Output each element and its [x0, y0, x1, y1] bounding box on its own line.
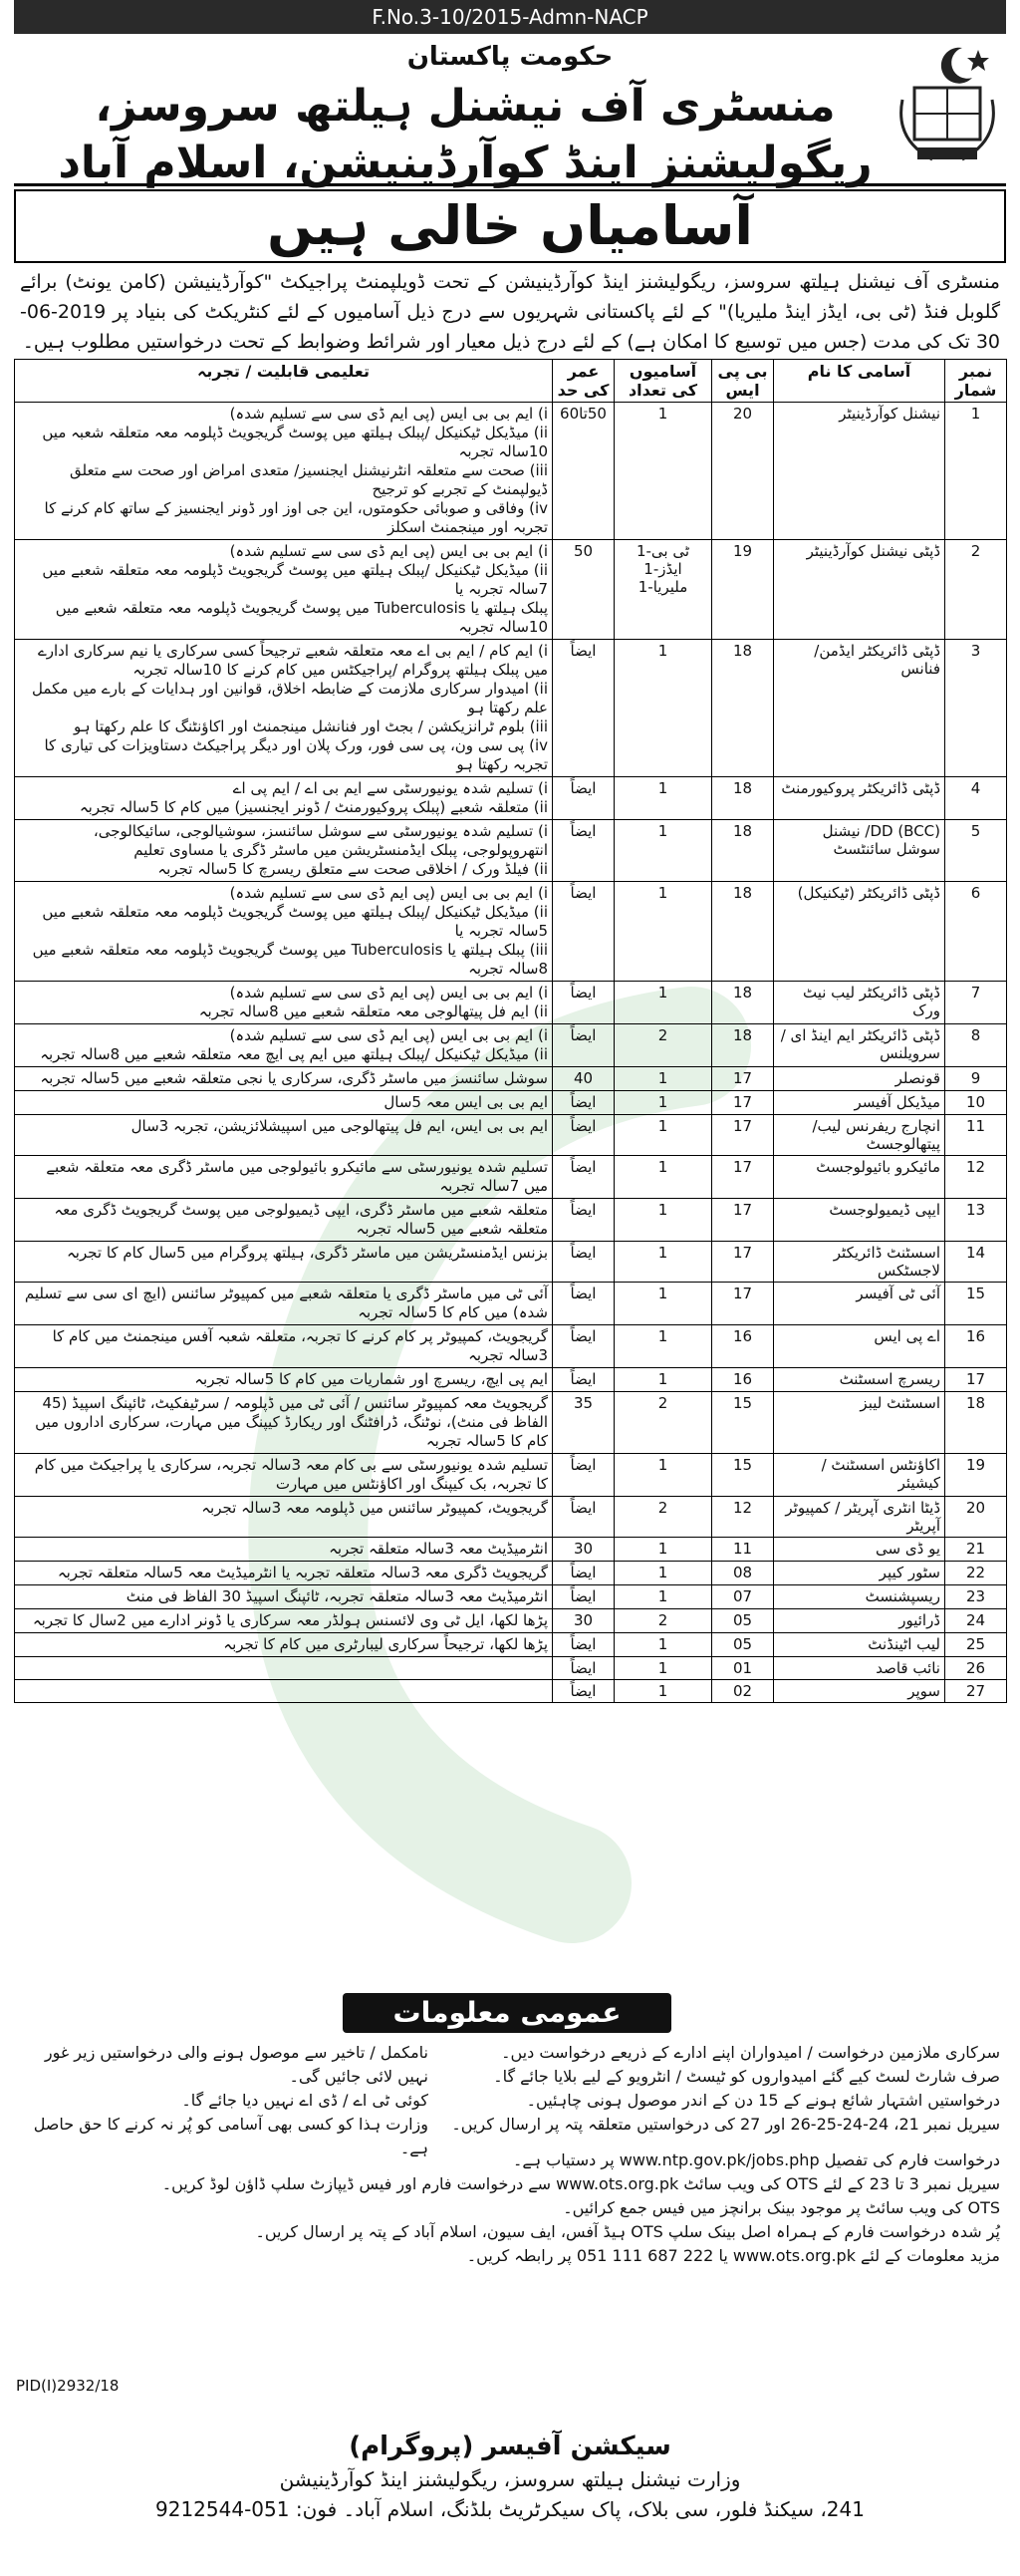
table-row [15, 1024, 1007, 1067]
table-row [15, 403, 1007, 540]
cell-bps: 01 [712, 1657, 774, 1680]
cell-sno: 15 [945, 1283, 1007, 1325]
qualification-line: iii) بلوم ٹرانزیکشن / بجٹ اور فنانشل مینجمنٹ اور اکاؤنٹنگ کا علم رکھتا ہو [73, 717, 548, 735]
info-item: کوئی ٹی اے / ڈی اے نہیں دیا جائے گا۔ [181, 2091, 428, 2110]
info-item: وزارت ہذا کو کسی بھی آسامی کو پُر نہ کرنے کا حق حاصل ہے۔ [33, 2115, 428, 2157]
cell-count: 1 [615, 1657, 712, 1680]
cell-qualification [15, 1199, 553, 1242]
cell-qualification [15, 1091, 553, 1115]
cell-qualification [15, 1067, 553, 1091]
cell-age: ایضاً [553, 1680, 615, 1703]
general-info-wide [24, 2148, 1000, 2268]
table-row [15, 1156, 1007, 1199]
cell-bps: 18 [712, 882, 774, 982]
table-row [15, 1538, 1007, 1562]
footer [14, 2432, 1006, 2571]
cell-sno: 16 [945, 1325, 1007, 1368]
cell-post: ڈرائیور [774, 1609, 945, 1633]
table-row [15, 1609, 1007, 1633]
cell-count: 1 [615, 1633, 712, 1657]
cell-bps: 07 [712, 1585, 774, 1609]
cell-sno: 2 [945, 540, 1007, 640]
qualification-line: سوشل سائنسز میں ماسٹر ڈگری، سرکاری یا نجی متعلقہ شعبے میں 5سالہ تجربہ [40, 1069, 548, 1087]
cell-age: ایضاً [553, 1325, 615, 1368]
cell-bps: 16 [712, 1368, 774, 1392]
cell-age: ایضاً [553, 1199, 615, 1242]
cell-count: 1 [615, 820, 712, 882]
cell-count: 1 [615, 1091, 712, 1115]
qualification-line: i) تسلیم شدہ یونیورسٹی سے ایم بی اے / ایم پی اے [232, 779, 548, 797]
header-qualification: تعلیمی قابلیت / تجربہ [15, 360, 553, 403]
qualification-line: تسلیم شدہ یونیورسٹی سے مائیکرو بائیولوجی میں ماسٹر ڈگری معہ متعلقہ شعبے میں 7سالہ تجربہ [46, 1158, 548, 1195]
header-age: عمر کی حد [553, 360, 615, 403]
table-row [15, 1392, 1007, 1454]
table-row [15, 1325, 1007, 1368]
qualification-line: iv) پی سی ون، پی سی فور، ورک پلان اور دیگر پراجیکٹ دستاویزات کی تیاری کا تجربہ رکھتا ہو [44, 736, 548, 773]
cell-post: مائیکرو بائیولوجسٹ [774, 1156, 945, 1199]
cell-post: ریسپشنسٹ [774, 1585, 945, 1609]
qualification-line: ایم پی ایچ، ریسرچ اور شماریات میں کام کا 5سالہ تجربہ [194, 1370, 548, 1388]
footer-ministry: وزارت نیشنل ہیلتھ سروسز، ریگولیشنز اینڈ کوآرڈینیشن [279, 2467, 741, 2491]
cell-sno: 13 [945, 1199, 1007, 1242]
cell-count: 1 [615, 882, 712, 982]
cell-count: 1 [615, 1680, 712, 1703]
cell-age: ایضاً [553, 777, 615, 820]
cell-post: ایپی ڈیمیولوجسٹ [774, 1199, 945, 1242]
qualification-line: i) ایم بی بی ایس (پی ایم ڈی سی سے تسلیم شدہ) [229, 542, 548, 560]
cell-post: ڈپٹی ڈائریکٹر (ٹیکنیکل) [774, 882, 945, 982]
table-row [15, 1283, 1007, 1325]
table-row [15, 1199, 1007, 1242]
table-row [15, 1633, 1007, 1657]
cell-sno: 19 [945, 1454, 1007, 1497]
cell-age: 50تا60 [553, 403, 615, 540]
qualification-line: تسلیم شدہ یونیورسٹی سے بی کام معہ 3سالہ تجربہ، سرکاری یا پراجیکٹ میں کام کا تجربہ، بک کیپنگ اور اکاؤنٹس میں مہارت [34, 1456, 548, 1493]
qualification-line: ii) ایم فل پیتھالوجی معہ متعلقہ شعبے میں 8سالہ تجربہ [198, 1002, 548, 1020]
cell-post: ڈپٹی ڈائریکٹر پروکیورمنٹ [774, 777, 945, 820]
cell-age: ایضاً [553, 820, 615, 882]
cell-count: 2 [615, 1609, 712, 1633]
cell-count: 1 [615, 982, 712, 1024]
cell-bps: 16 [712, 1325, 774, 1368]
cell-age: 40 [553, 1067, 615, 1091]
general-info-title: عمومی معلومات [343, 1993, 671, 2033]
cell-bps: 18 [712, 982, 774, 1024]
info-item: پُر شدہ درخواست فارم کے ہمراہ اصل بینک سلپ OTS ہیڈ آفس، ایف سیون، اسلام آباد کے پتہ پر ارسال کریں۔ [255, 2222, 1000, 2241]
table-row [15, 640, 1007, 777]
cell-bps: 17 [712, 1199, 774, 1242]
header [14, 34, 1006, 189]
cell-bps: 17 [712, 1156, 774, 1199]
cell-age: ایضاً [553, 982, 615, 1024]
table-row [15, 820, 1007, 882]
cell-bps: 08 [712, 1562, 774, 1585]
cell-count: 2 [615, 1024, 712, 1067]
cell-qualification [15, 1156, 553, 1199]
cell-sno: 8 [945, 1024, 1007, 1067]
cell-sno: 21 [945, 1538, 1007, 1562]
cell-post: آئی ٹی آفیسر [774, 1283, 945, 1325]
cell-post: انچارج ریفرنس لیب/پیتھالوجسٹ [774, 1115, 945, 1156]
pid-number: PID(I)2932/18 [16, 2377, 120, 2395]
advertisement-page [14, 0, 1006, 2576]
cell-post: ڈپٹی ڈائریکٹر ایڈمن/فنانس [774, 640, 945, 777]
cell-sno: 20 [945, 1497, 1007, 1538]
cell-bps: 15 [712, 1454, 774, 1497]
intro-paragraph: منسٹری آف نیشنل ہیلتھ سروسز، ریگولیشنز اینڈ کوآرڈینیشن کے تحت ڈویلپمنٹ پراجیکٹ "کوآرڈینیشن (کامن یونٹ) برائے گلوبل فنڈ (ٹی بی، ایڈز اینڈ ملیریا)" کے لئے پاکستانی شہریوں سے درج ذیل آسامیوں کے لئے کنٹریکٹ کی بنیاد پر 2019-06-30 تک کی مدت (جس میں توسیع کا امکان ہے) کے لئے درج ذیل معیار اور شرائط وضوابط کے تحت درخواستیں مطلوب ہیں۔ [20, 271, 1000, 353]
cell-count: 1 [615, 1585, 712, 1609]
cell-age: ایضاً [553, 640, 615, 777]
cell-count: 2 [615, 1392, 712, 1454]
cell-sno: 1 [945, 403, 1007, 540]
cell-age: ایضاً [553, 1585, 615, 1609]
qualification-line: گریجویٹ ڈگری معہ 3سالہ متعلقہ تجربہ یا انٹرمیڈیٹ معہ 5سالہ متعلقہ تجربہ [57, 1564, 548, 1581]
qualification-line: ایم بی بی ایس، ایم فل پیتھالوجی میں اسپیشلائزیشن، تجربہ 3سال [130, 1117, 548, 1135]
table-row [15, 1368, 1007, 1392]
info-item: درخواستیں اشتہار شائع ہونے کے 15 دن کے اندر موصول ہونی چاہئیں۔ [526, 2091, 1000, 2110]
qualification-line: ایم بی بی ایس معہ 5سال [383, 1093, 548, 1111]
cell-qualification [15, 403, 553, 540]
table-row [15, 777, 1007, 820]
table-row [15, 540, 1007, 640]
cell-count: 1 [615, 1242, 712, 1283]
cell-count: 1 [615, 1538, 712, 1562]
file-number: F.No.3-10/2015-Admn-NACP [14, 0, 1006, 34]
cell-count: 1 [615, 1562, 712, 1585]
cell-post: سوپر [774, 1680, 945, 1703]
cell-post: ڈپٹی نیشنل کوآرڈینیٹر [774, 540, 945, 640]
cell-sno: 25 [945, 1633, 1007, 1657]
qualification-line: ii) میڈیکل ٹیکنیکل /پبلک ہیلتھ میں پوسٹ گریجویٹ ڈپلومہ معہ متعلقہ شعبے میں 7سالہ تجربہ یا [42, 561, 548, 598]
table-header-row [15, 360, 1007, 403]
cell-bps: 17 [712, 1115, 774, 1156]
cell-age: ایضاً [553, 1115, 615, 1156]
cell-qualification [15, 982, 553, 1024]
cell-post: لیب اٹینڈنٹ [774, 1633, 945, 1657]
cell-post: قونصلر [774, 1067, 945, 1091]
qualification-line: ii) فیلڈ ورک / اخلاقی صحت سے متعلق ریسرچ کا 5سالہ تجربہ [157, 860, 548, 878]
vacancies-table [14, 359, 1007, 1703]
qualification-line: ii) میڈیکل ٹیکنیکل /پبلک ہیلتھ میں پوسٹ گریجویٹ ڈپلومہ معہ متعلقہ شعبے میں 5سالہ تجربہ یا [42, 903, 548, 940]
ministry-title: منسٹری آف نیشنل ہیلتھ سروسز، ریگولیشنز اینڈ کوآرڈینیشن، اسلام آباد [58, 81, 873, 189]
cell-bps: 18 [712, 820, 774, 882]
qualification-line: i) ایم بی بی ایس (پی ایم ڈی سی سے تسلیم شدہ) [229, 884, 548, 902]
qualification-line: i) ایم بی بی ایس (پی ایم ڈی سی سے تسلیم شدہ) [229, 405, 548, 423]
cell-age: ایضاً [553, 882, 615, 982]
cell-qualification [15, 640, 553, 777]
qualification-line: گریجویٹ معہ کمپیوٹر سائنس / آئی ٹی میں ڈپلومہ / سرٹیفکیٹ، ٹائپنگ اسپیڈ (45 الفاظ فی منٹ)، نوٹنگ، ڈرافٹنگ اور ریکارڈ کیپنگ میں مہارت، سرکاری اداروں میں کام کا 5سالہ تجربہ [35, 1394, 548, 1450]
cell-bps: 18 [712, 777, 774, 820]
cell-post: اکاؤنٹس اسسٹنٹ / کیشیئر [774, 1454, 945, 1497]
cell-bps: 12 [712, 1497, 774, 1538]
cell-post: اسسٹنٹ ڈائریکٹر لاجسٹکس [774, 1242, 945, 1283]
cell-post: ڈیٹا انٹری آپریٹر / کمپیوٹر آپریٹر [774, 1497, 945, 1538]
cell-count: ٹی بی-1 ایڈز-1 ملیریا-1 [615, 540, 712, 640]
cell-post: نیشنل کوآرڈینیٹر [774, 403, 945, 540]
cell-count: 1 [615, 1156, 712, 1199]
cell-post: نائب قاصد [774, 1657, 945, 1680]
qualification-line: i) ایم بی بی ایس (پی ایم ڈی سی سے تسلیم شدہ) [229, 984, 548, 1002]
qualification-line: گریجویٹ، کمپیوٹر سائنس میں ڈپلومہ معہ 3سالہ تجربہ [201, 1499, 548, 1517]
cell-sno: 4 [945, 777, 1007, 820]
cell-post: ڈپٹی ڈائریکٹر ایم اینڈ ای / سرویلنس [774, 1024, 945, 1067]
cell-qualification [15, 1538, 553, 1562]
cell-bps: 05 [712, 1609, 774, 1633]
table-row [15, 1242, 1007, 1283]
cell-sno: 17 [945, 1368, 1007, 1392]
cell-sno: 26 [945, 1657, 1007, 1680]
cell-bps: 15 [712, 1392, 774, 1454]
info-item: OTS کی ویب سائٹ پر موجود بینک برانچز میں فیس جمع کرائیں۔ [563, 2198, 1000, 2217]
cell-sno: 3 [945, 640, 1007, 777]
cell-age: ایضاً [553, 1156, 615, 1199]
table-row [15, 1680, 1007, 1703]
cell-count: 1 [615, 403, 712, 540]
qualification-line: ii) میڈیکل ٹیکنیکل /پبلک ہیلتھ میں پوسٹ گریجویٹ ڈپلومہ معہ متعلقہ شعبہ میں 10سالہ تجربہ [42, 424, 548, 460]
cell-sno: 27 [945, 1680, 1007, 1703]
info-item: نامکمل / تاخیر سے موصول ہونے والی درخواستیں زیر غور نہیں لائی جائیں گی۔ [44, 2043, 428, 2086]
qualification-line: iii) صحت سے متعلقہ انٹرنیشنل ایجنسیز/ متعدی امراض اور صحت سے متعلق ڈیولپمنٹ کے تجربے کو ترجیح [70, 461, 548, 498]
qualification-line: گریجویٹ، کمپیوٹر پر کام کرنے کا تجربہ، متعلقہ شعبہ آفس مینجمنٹ میں کام کا 3سالہ تجربہ [52, 1327, 548, 1364]
cell-bps: 11 [712, 1538, 774, 1562]
cell-qualification [15, 820, 553, 882]
cell-age: ایضاً [553, 1283, 615, 1325]
info-item: سرکاری ملازمین درخواست / امیدواران اپنے ادارے کے ذریعے درخواست دیں۔ [501, 2043, 1000, 2062]
cell-post: اسسٹنٹ لیبز [774, 1392, 945, 1454]
cell-count: 1 [615, 1454, 712, 1497]
cell-bps: 05 [712, 1633, 774, 1657]
qualification-line: ii) متعلقہ شعبے (پبلک پروکیورمنٹ / ڈونر ایجنسیز) میں کام کا 5سالہ تجربہ [79, 798, 548, 816]
cell-bps: 18 [712, 1024, 774, 1067]
cell-bps: 02 [712, 1680, 774, 1703]
cell-age: 50 [553, 540, 615, 640]
cell-sno: 12 [945, 1156, 1007, 1199]
cell-post: اے پی ایس [774, 1325, 945, 1368]
cell-count: 1 [615, 1325, 712, 1368]
cell-bps: 17 [712, 1091, 774, 1115]
cell-age: ایضاً [553, 1091, 615, 1115]
qualification-line: i) تسلیم شدہ یونیورسٹی سے سوشل سائنسز، سوشیالوجی، سائیکالوجی، انتھروپولوجی، پبلک ایڈمنسٹریشن میں ماسٹر ڈگری یا مساوی تعلیم [93, 822, 548, 859]
info-item: سیریل نمبر 3 تا 23 کے لئے OTS کی ویب سائٹ www.ots.org.pk سے درخواست فارم اور فیس ڈیپازٹ سلپ ڈاؤن لوڈ کریں۔ [161, 2174, 1000, 2193]
cell-qualification [15, 1497, 553, 1538]
cell-qualification [15, 1585, 553, 1609]
cell-count: 1 [615, 1283, 712, 1325]
table-row [15, 1585, 1007, 1609]
cell-sno: 18 [945, 1392, 1007, 1454]
cell-count: 1 [615, 1115, 712, 1156]
cell-age: ایضاً [553, 1633, 615, 1657]
info-item: درخواست فارم کی تفصیل www.ntp.gov.pk/jobs.php پر دستیاب ہے۔ [512, 2150, 1000, 2169]
cell-qualification [15, 1325, 553, 1368]
cell-age: 30 [553, 1609, 615, 1633]
qualification-line: انٹرمیڈیٹ معہ 3سالہ متعلقہ تجربہ، ٹائپنگ اسپیڈ 30 الفاظ فی منٹ [126, 1587, 548, 1605]
cell-sno: 10 [945, 1091, 1007, 1115]
cell-qualification [15, 1242, 553, 1283]
table-body [15, 403, 1007, 1703]
cell-qualification [15, 1562, 553, 1585]
qualification-line: پڑھا لکھا، ترجیحاً سرکاری لیبارٹری میں کام کا تجربہ [223, 1635, 548, 1653]
qualification-line: ii) میڈیکل ٹیکنیکل /پبلک ہیلتھ میں ایم پی ایچ معہ متعلقہ شعبے میں 8سالہ تجربہ [40, 1045, 548, 1063]
qualification-line: iv) وفاقی و صوبائی حکومتوں، این جی اوز اور ڈونر ایجنسیز کے ساتھ کام کرنے کا تجربہ اور مینجمنٹ اسکلز [44, 499, 548, 536]
vacancies-banner: آسامیاں خالی ہیں [14, 189, 1006, 263]
qualification-line: ii) امیدوار سرکاری ملازمت کے ضابطہ اخلاق، قوانین اور ہدایات کے بارے میں مکمل علم رکھتا ہو [32, 680, 548, 716]
general-info [14, 2041, 1006, 2340]
cell-qualification [15, 1283, 553, 1325]
cell-bps: 17 [712, 1283, 774, 1325]
cell-count: 1 [615, 1199, 712, 1242]
cell-sno: 6 [945, 882, 1007, 982]
cell-qualification [15, 540, 553, 640]
cell-sno: 24 [945, 1609, 1007, 1633]
header-sno: نمبر شمار [945, 360, 1007, 403]
cell-qualification [15, 777, 553, 820]
cell-count: 1 [615, 1368, 712, 1392]
info-item: مزید معلومات کے لئے www.ots.org.pk یا 222 687 111 051 پر رابطہ کریں۔ [466, 2246, 1000, 2265]
table-row [15, 1067, 1007, 1091]
cell-qualification [15, 1633, 553, 1657]
info-item: سیریل نمبر 21، 24-24-25-26 اور 27 کی درخواستیں متعلقہ پتہ پر ارسال کریں۔ [451, 2115, 1000, 2134]
cell-post: میڈیکل آفیسر [774, 1091, 945, 1115]
qualification-line: i) ایم کام / ایم بی اے معہ متعلقہ شعبے ترجیحاً کسی سرکاری یا نیم سرکاری ادارے میں پبلک ہیلتھ پروگرام /پراجیکٹس میں کام کرنے کا 10سالہ تجربہ [37, 642, 548, 679]
cell-age: ایضاً [553, 1454, 615, 1497]
qualification-line: iii) پبلک ہیلتھ یا Tuberculosis میں پوسٹ گریجویٹ ڈپلومہ معہ متعلقہ شعبے میں 8سالہ تجربہ [32, 941, 548, 978]
government-title: حکومت پاکستان [406, 42, 614, 72]
cell-bps: 17 [712, 1242, 774, 1283]
cell-sno: 5 [945, 820, 1007, 882]
table-row [15, 882, 1007, 982]
cell-sno: 14 [945, 1242, 1007, 1283]
cell-bps: 17 [712, 1067, 774, 1091]
cell-qualification [15, 1115, 553, 1156]
cell-post: ڈپٹی ڈائریکٹر لیب نیٹ ورک [774, 982, 945, 1024]
table-row [15, 1454, 1007, 1497]
cell-count: 1 [615, 777, 712, 820]
header-post: آسامی کا نام [774, 360, 945, 403]
cell-qualification [15, 1024, 553, 1067]
cell-count: 2 [615, 1497, 712, 1538]
table-row [15, 1115, 1007, 1156]
cell-sno: 11 [945, 1115, 1007, 1156]
section-officer: سیکشن آفیسر (پروگرام) [349, 2432, 671, 2461]
qualification-line: پڑھا لکھا، ایل ٹی وی لائسنس ہولڈر معہ سرکاری یا ڈونر ادارے میں 2سال کا تجربہ [32, 1611, 548, 1629]
header-count: آسامیوں کی تعداد [615, 360, 712, 403]
table-row [15, 1497, 1007, 1538]
cell-qualification [15, 1368, 553, 1392]
cell-sno: 23 [945, 1585, 1007, 1609]
table-row [15, 1091, 1007, 1115]
table-row [15, 1562, 1007, 1585]
cell-age: ایضاً [553, 1242, 615, 1283]
cell-bps: 18 [712, 640, 774, 777]
qualification-line: بزنس ایڈمنسٹریشن میں ماسٹر ڈگری، ہیلتھ پروگرام میں 5سال کام کا تجربہ [67, 1244, 548, 1262]
table-row [15, 982, 1007, 1024]
qualification-line: i) ایم بی بی ایس (پی ایم ڈی سی سے تسلیم شدہ) [229, 1026, 548, 1044]
cell-qualification [15, 1392, 553, 1454]
cell-age: ایضاً [553, 1024, 615, 1067]
cell-qualification [15, 882, 553, 982]
cell-post: ریسرچ اسسٹنٹ [774, 1368, 945, 1392]
header-bps: بی پی ایس [712, 360, 774, 403]
qualification-line: آئی ٹی میں ماسٹر ڈگری یا متعلقہ شعبے میں کمپیوٹر سائنس (ایچ ای سی سے تسلیم شدہ) میں کام کا 5سالہ تجربہ [24, 1285, 548, 1321]
general-info-right [442, 2041, 1000, 2137]
cell-qualification [15, 1454, 553, 1497]
cell-sno: 9 [945, 1067, 1007, 1091]
cell-qualification [15, 1609, 553, 1633]
cell-sno: 7 [945, 982, 1007, 1024]
qualification-line: پبلک ہیلتھ یا Tuberculosis میں پوسٹ گریجویٹ ڈپلومہ معہ متعلقہ شعبے میں 10سالہ تجربہ [55, 599, 548, 636]
cell-post: یو ڈی سی [774, 1538, 945, 1562]
cell-sno: 22 [945, 1562, 1007, 1585]
cell-age: ایضاً [553, 1562, 615, 1585]
cell-post: سٹور کیپر [774, 1562, 945, 1585]
pakistan-emblem-icon [892, 40, 1002, 169]
cell-post: DD (BCC)/ نیشنل سوشل سائنٹسٹ [774, 820, 945, 882]
cell-age: ایضاً [553, 1497, 615, 1538]
footer-address: 241، سیکنڈ فلور، سی بلاک، پاک سیکرٹریٹ بلڈنگ، اسلام آباد۔ فون: 051-9212544 [155, 2497, 865, 2521]
cell-count: 1 [615, 1067, 712, 1091]
cell-age: 30 [553, 1538, 615, 1562]
qualification-line: انٹرمیڈیٹ معہ 3سالہ متعلقہ تجربہ [329, 1540, 548, 1558]
info-item: صرف شارٹ لسٹ کیے گئے امیدواروں کو ٹیسٹ / انٹرویو کے لیے بلایا جائے گا۔ [493, 2067, 1000, 2086]
qualification-line: متعلقہ شعبے میں ماسٹر ڈگری، ایپی ڈیمیولوجی میں پوسٹ گریجویٹ ڈگری معہ متعلقہ شعبے میں 5سالہ تجربہ [54, 1201, 548, 1238]
general-info-left [20, 2041, 428, 2160]
cell-count: 1 [615, 640, 712, 777]
cell-bps: 20 [712, 403, 774, 540]
table-row [15, 1657, 1007, 1680]
cell-age: ایضاً [553, 1657, 615, 1680]
cell-qualification [15, 1657, 553, 1680]
cell-bps: 19 [712, 540, 774, 640]
cell-qualification [15, 1680, 553, 1703]
cell-age: ایضاً [553, 1368, 615, 1392]
cell-age: 35 [553, 1392, 615, 1454]
